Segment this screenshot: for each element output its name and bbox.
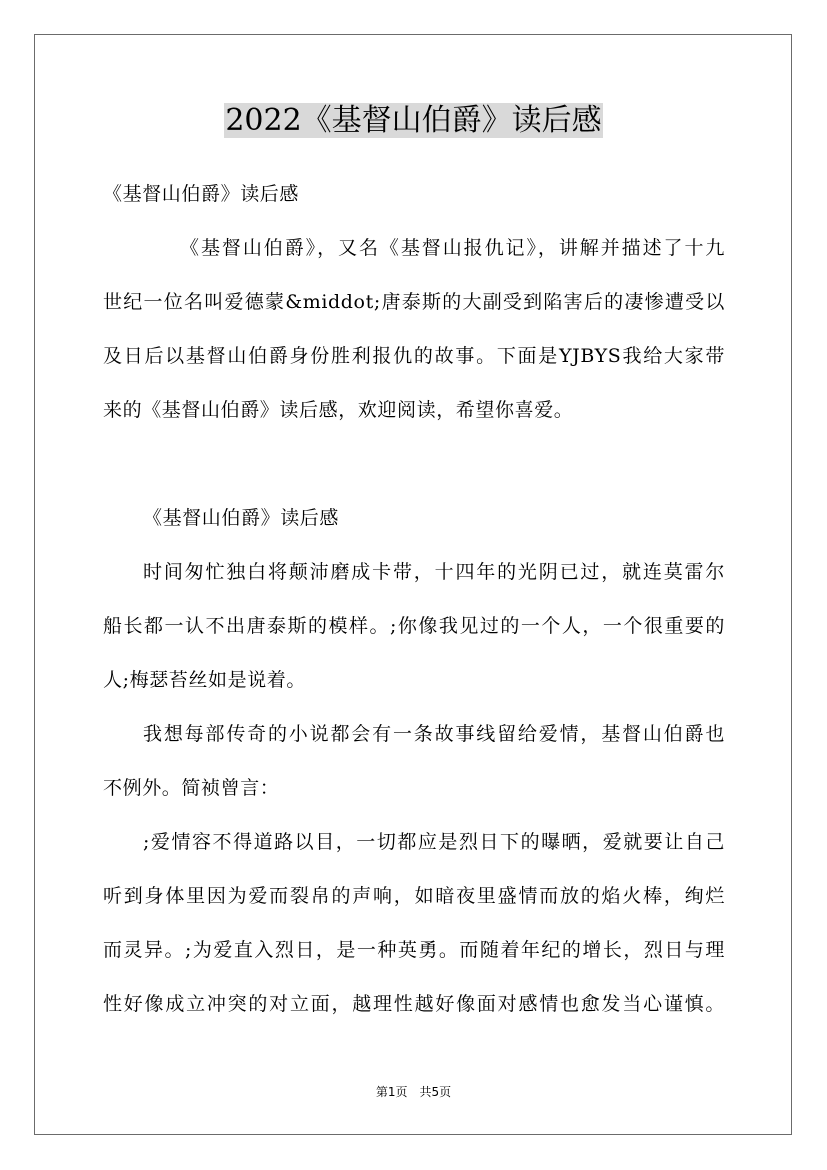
intro-line-3: 及日后以基督山伯爵身份胜利报仇的故事。下面是YJBYS我给大家带 [103, 345, 725, 367]
document-title: 2022《基督山伯爵》读后感 [225, 103, 602, 138]
paragraph2-line-1: 我想每部传奇的小说都会有一条故事线留给爱情，基督山伯爵也 [143, 723, 725, 745]
paragraph3-line-2: 听到身体里因为爱而裂帛的声响，如暗夜里盛情而放的焰火棒，绚烂 [103, 885, 725, 907]
paragraph3-line-4: 性好像成立冲突的对立面，越理性越好像面对感情也愈发当心谨慎。 [103, 993, 725, 1015]
subtitle: 《基督山伯爵》读后感 [103, 183, 300, 205]
paragraph1-line-1: 时间匆忙独白将颠沛磨成卡带，十四年的光阴已过，就连莫雷尔 [143, 561, 725, 583]
page-footer: 第1页 共5页 [375, 1085, 452, 1099]
paragraph1-line-2: 船长都一认不出唐泰斯的模样。;你像我见过的一个人，一个很重要的 [103, 615, 725, 637]
paragraph2-line-2: 不例外。简祯曾言： [103, 777, 280, 799]
intro-line-2: 世纪一位名叫爱德蒙&middot;唐泰斯的大副受到陷害后的凄惨遭受以 [103, 291, 725, 313]
paragraph3-line-3: 而灵异。;为爱直入烈日，是一种英勇。而随着年纪的增长，烈日与理 [103, 939, 725, 961]
paragraph1-line-3: 人;梅瑟苔丝如是说着。 [103, 669, 307, 691]
intro-line-4: 来的《基督山伯爵》读后感，欢迎阅读，希望你喜爱。 [103, 399, 574, 421]
intro-line-1: 《基督山伯爵》，又名《基督山报仇记》，讲解并描述了十九 [180, 237, 725, 259]
paragraph3-line-1: ;爱情容不得道路以目，一切都应是烈日下的曝晒，爱就要让自己 [143, 831, 725, 853]
section-heading: 《基督山伯爵》读后感 [143, 507, 340, 529]
